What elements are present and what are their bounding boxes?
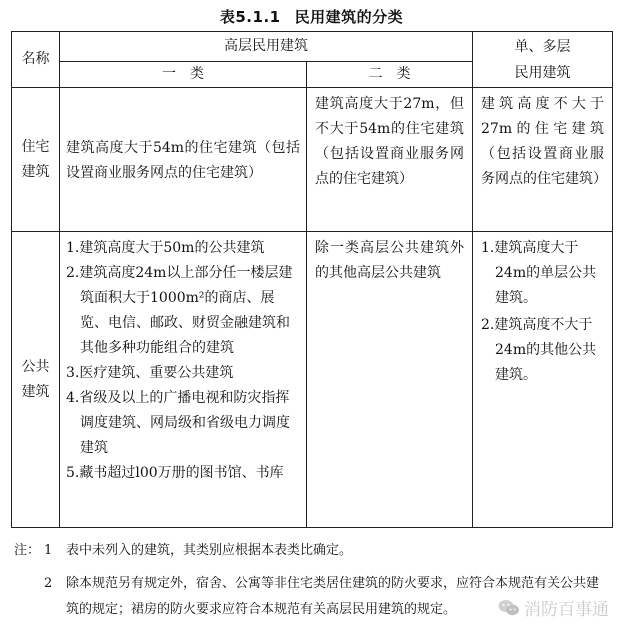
list-item: 1.建筑高度大于 (481, 240, 579, 256)
row-name-public: 公共建筑 (12, 232, 60, 528)
watermark-text: 消防百事通 (524, 600, 609, 620)
list-item: 1.建筑高度大于50m的公共建筑 (66, 240, 265, 256)
note-1: 注： 1 表中未列入的建筑，其类别应根据本表类比确定。 (14, 538, 610, 564)
row-name-residential: 住宅建筑 (12, 88, 60, 232)
public-class-one (60, 232, 307, 528)
public-single-multi: 1.建筑高度大于 24m的单层公共建筑。 2.建筑高度不大于 24m的其他公共建筑。 (473, 232, 613, 528)
wechat-icon (498, 599, 520, 617)
list-item: 3.医疗建筑、重要公共建筑 (66, 365, 234, 381)
table-row-public (12, 232, 613, 528)
notes-label: 注： (14, 543, 41, 558)
note-2: 2 除本规范另有规定外，宿舍、公寓等非住宅类居住建筑的防火要求，应符合本规范有关公共建筑的规定；裙房的防火要求应符合本规范有关高层民用建筑的规定。 (44, 576, 600, 617)
residential-single-multi: 建筑高度不大于27m的住宅建筑（包括设置商业服务网点的住宅建筑） (473, 88, 613, 232)
table-number: 表5.1.1 (219, 8, 281, 26)
residential-class-one: 建筑高度大于54m的住宅建筑（包括设置商业服务网点的住宅建筑） (60, 88, 307, 232)
residential-class-two: 建筑高度大于27m，但不大于54m的住宅建筑（包括设置商业服务网点的住宅建筑） (307, 88, 473, 232)
table-title (0, 6, 623, 27)
header-name: 名称 (12, 32, 60, 88)
table-title-text: 民用建筑的分类 (294, 8, 404, 26)
list-item: 2.建筑高度24m以上部分任一楼层建筑面积大于1000m²的商店、展览、电信、邮政、财贸金融建筑和其他多种功能组合的建筑 (66, 265, 293, 356)
building-classification-table (11, 31, 613, 528)
header-single-multi: 单、多层 民用建筑 (473, 32, 613, 88)
list-item: 4.省级及以上的广播电视和防灾指挥调度建筑、网局级和省级电力调度建筑 (66, 390, 290, 456)
watermark (498, 595, 609, 620)
list-item: 5.藏书超过l00万册的图书馆、书库 (66, 465, 284, 481)
header-class-two: 二 类 (307, 62, 473, 88)
header-class-one: 一 类 (60, 62, 307, 88)
public-class-two: 除一类高层公共建筑外的其他高层公共建筑 (307, 232, 473, 528)
table-row-residential (12, 88, 613, 232)
header-high-rise: 高层民用建筑 (60, 32, 473, 62)
list-item: 2.建筑高度不大于 (481, 317, 593, 333)
